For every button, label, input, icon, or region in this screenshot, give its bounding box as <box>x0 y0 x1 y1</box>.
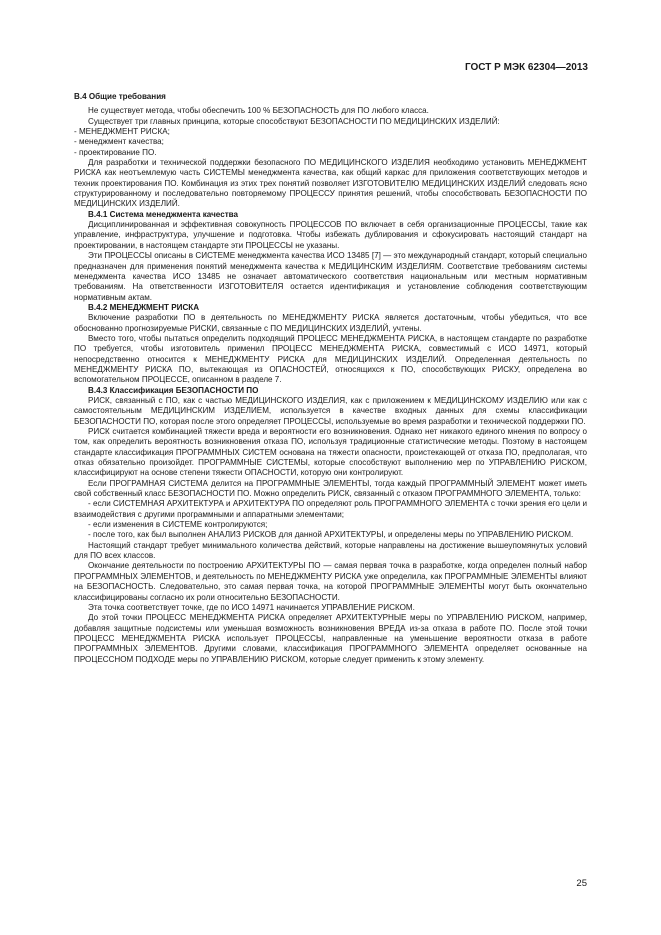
paragraph: Вместо того, чтобы пытаться определить подходящий ПРОЦЕСС МЕНЕДЖМЕНТА РИСКА, в настоящем стандарте по разработке ПО требуется, чтобы изготовитель применил ПРОЦЕСС МЕНЕДЖМЕНТА РИСКА, совместимый с ИСО 14971, который непосредственно относится к МЕНЕДЖМЕНТУ РИСКА для МЕДИЦИНСКИХ ИЗДЕЛИЙ. Определенная деятельность по МЕНЕДЖМЕНТУ РИСКА ПО, вытекающая из ОПАСНОСТЕЙ, относящихся к ПО, способствующих РИСКУ, определена во вспомогательном ПРОЦЕССЕ, описанном в разделе 7. <box>74 333 587 385</box>
page-number: 25 <box>576 878 587 889</box>
paragraph: Если ПРОГРАМНАЯ СИСТЕМА делится на ПРОГРАММНЫЕ ЭЛЕМЕНТЫ, тогда каждый ПРОГРАММНЫЙ ЭЛЕМЕНТ может иметь свой собственный класс БЕЗОПАСНОСТИ ПО. Можно определить РИСК, связанный с отказом ПРОГРАММНОГО ЭЛЕМЕНТА, только: <box>74 478 587 499</box>
document-standard-header: ГОСТ Р МЭК 62304—2013 <box>464 62 588 73</box>
list-item: - проектирование ПО. <box>74 147 157 157</box>
list-item: - МЕНЕДЖМЕНТ РИСКА; <box>74 127 170 137</box>
paragraph: Эта точка соответствует точке, где по ИСО 14971 начинается УПРАВЛЕНИЕ РИСКОМ. <box>88 602 415 612</box>
list-item: - если СИСТЕМНАЯ АРХИТЕКТУРА и АРХИТЕКТУРА ПО определяют роль ПРОГРАММНОГО ЭЛЕМЕНТА с точки зрения его цели и взаимодействия с другими программными и аппаратными элементами; <box>74 499 587 519</box>
paragraph: РИСК, связанный с ПО, как с частью МЕДИЦИНСКОГО ИЗДЕЛИЯ, как с приложением к МЕДИЦИНСКОМУ ИЗДЕЛИЮ или как с самостоятельным МЕДИЦИНСКИМ ИЗДЕЛИЕМ, используется в качестве входных данных для схемы классификации БЕЗОПАСНОСТИ ПО, которая после этого определяет ПРОЦЕССЫ, используемые во время разработки и технической поддержки ПО. <box>74 395 587 426</box>
paragraph: Существует три главных принципа, которые способствуют БЕЗОПАСНОСТИ ПО МЕДИЦИНСКИХ ИЗДЕЛИЙ: <box>88 116 500 126</box>
paragraph: Не существует метода, чтобы обеспечить 100 % БЕЗОПАСНОСТЬ для ПО любого класса. <box>88 106 429 116</box>
subsection-heading: В.4.2 МЕНЕДЖМЕНТ РИСКА <box>88 302 200 312</box>
subsection-heading: В.4.1 Система менеджмента качества <box>88 209 239 219</box>
paragraph: РИСК считается комбинацией тяжести вреда и вероятности его возникновения. Однако нет никакого единого мнения по вопросу о том, как определить вероятность возникновения отказа ПО, используя традиционные статистические методы. Поэтому в настоящем стандарте классификация ПРОГРАММНЫХ СИСТЕМ основана на тяжести опасности, проистекающей от отказа ПО, предполагая, что отказ обязательно произойдет. ПРОГРАММНЫЕ СИСТЕМЫ, которые способствуют выполнению мер по УПРАВЛЕНИЮ РИСКОМ, классифицируют на основе степени тяжести ОПАСНОСТИ, которую они контролируют. <box>74 427 587 478</box>
list-item: - менеджмент качества; <box>74 137 164 147</box>
paragraph: Эти ПРОЦЕССЫ описаны в СИСТЕМЕ менеджмента качества ИСО 13485 [7] — это международный стандарт, который специально предназначен для применения понятий менеджмента качества к МЕДИЦИНСКИМ ИЗДЕЛИЯМ. Соответствие требованиям системы менеджмента качества ИСО 13485 не означает автоматического соответствия национальным или местным нормативным требованиям. На ответственности ИЗГОТОВИТЕЛЯ остается идентификация и установление соблюдения соответствующим нормативным актам. <box>74 251 587 302</box>
list-item: - после того, как был выполнен АНАЛИЗ РИСКОВ для данной АРХИТЕКТУРЫ, и определены меры по УПРАВЛЕНИЮ РИСКОМ. <box>88 530 574 540</box>
paragraph: Окончание деятельности по построению АРХИТЕКТУРЫ ПО — самая первая точка в разработке, когда определен полный набор ПРОГРАММНЫХ ЭЛЕМЕНТОВ, и деятельность по МЕНЕДЖМЕНТУ РИСКА уже определила, как ПРОГРАММНЫЕ ЭЛЕМЕНТЫ влияют на БЕЗОПАСНОСТЬ. Следовательно, это самая первая точка, на которой ПРОГРАММНЫЕ ЭЛЕМЕНТЫ могут быть окончательно классифицированы согласно их роли относительно БЕЗОПАСНОСТИ. <box>74 561 587 602</box>
list-item: - если изменения в СИСТЕМЕ контролируются; <box>88 520 268 530</box>
paragraph: Для разработки и технической поддержки безопасного ПО МЕДИЦИНСКОГО ИЗДЕЛИЯ необходимо установить МЕНЕДЖМЕНТ РИСКА как неотъемлемую часть СИСТЕМЫ менеджмента качества, как общий каркас для приложения соответствующих методов и техник проектирования ПО. Комбинация из этих трех понятий позволяет ИЗГОТОВИТЕЛЮ МЕДИЦИНСКИХ ИЗДЕЛИЙ следовать ясно структурированному и последовательно повторяемому ПРОЦЕССУ принятия решений, чтобы способствовать БЕЗОПАСНОСТИ ПО МЕДИЦИНСКИХ ИЗДЕЛИЙ. <box>74 158 587 209</box>
section-heading: В.4 Общие требования <box>74 92 166 101</box>
paragraph: До этой точки ПРОЦЕСС МЕНЕДЖМЕНТА РИСКА определяет АРХИТЕКТУРНЫЕ меры по УПРАВЛЕНИЮ РИСКОМ, например, добавляя защитные подсистемы или уменьшая возможность возникновения ВРЕДА из-за отказа в работе ПО. После этой точки ПРОЦЕСС МЕНЕДЖМЕНТА РИСКА использует ПРОЦЕССЫ, направленные на уменьшение вероятности отказа в работе ПРОГРАММНЫХ ЭЛЕМЕНТОВ. Другими словами, классификация ПРОГРАММНОГО ЭЛЕМЕНТА определяет основанные на ПРОЦЕССНОМ ПОДХОДЕ меры по УПРАВЛЕНИЮ РИСКОМ, которые следует применить к этому элементу. <box>74 613 587 664</box>
paragraph: Включение разработки ПО в деятельность по МЕНЕДЖМЕНТУ РИСКА является достаточным, чтобы убедиться, что все обоснованно прогнозируемые РИСКИ, связанные с ПО МЕДИЦИНСКИХ ИЗДЕЛИЙ, учтены. <box>74 313 587 333</box>
paragraph: Настоящий стандарт требует минимального количества действий, которые направлены на достижение вышеупомянутых условий для ПО всех классов. <box>74 540 587 561</box>
paragraph: Дисциплинированная и эффективная совокупность ПРОЦЕССОВ ПО включает в себя организационные ПРОЦЕССЫ, такие как управление, инфраструктура, улучшение и подготовка. Чтобы избежать дублирования и сфокусировать настоящий стандарт на проектировании, в настоящем стандарте эти ПРОЦЕССЫ не указаны. <box>74 220 587 250</box>
subsection-heading: В.4.3 Классификация БЕЗОПАСНОСТИ ПО <box>88 385 259 395</box>
document-body <box>74 92 587 665</box>
